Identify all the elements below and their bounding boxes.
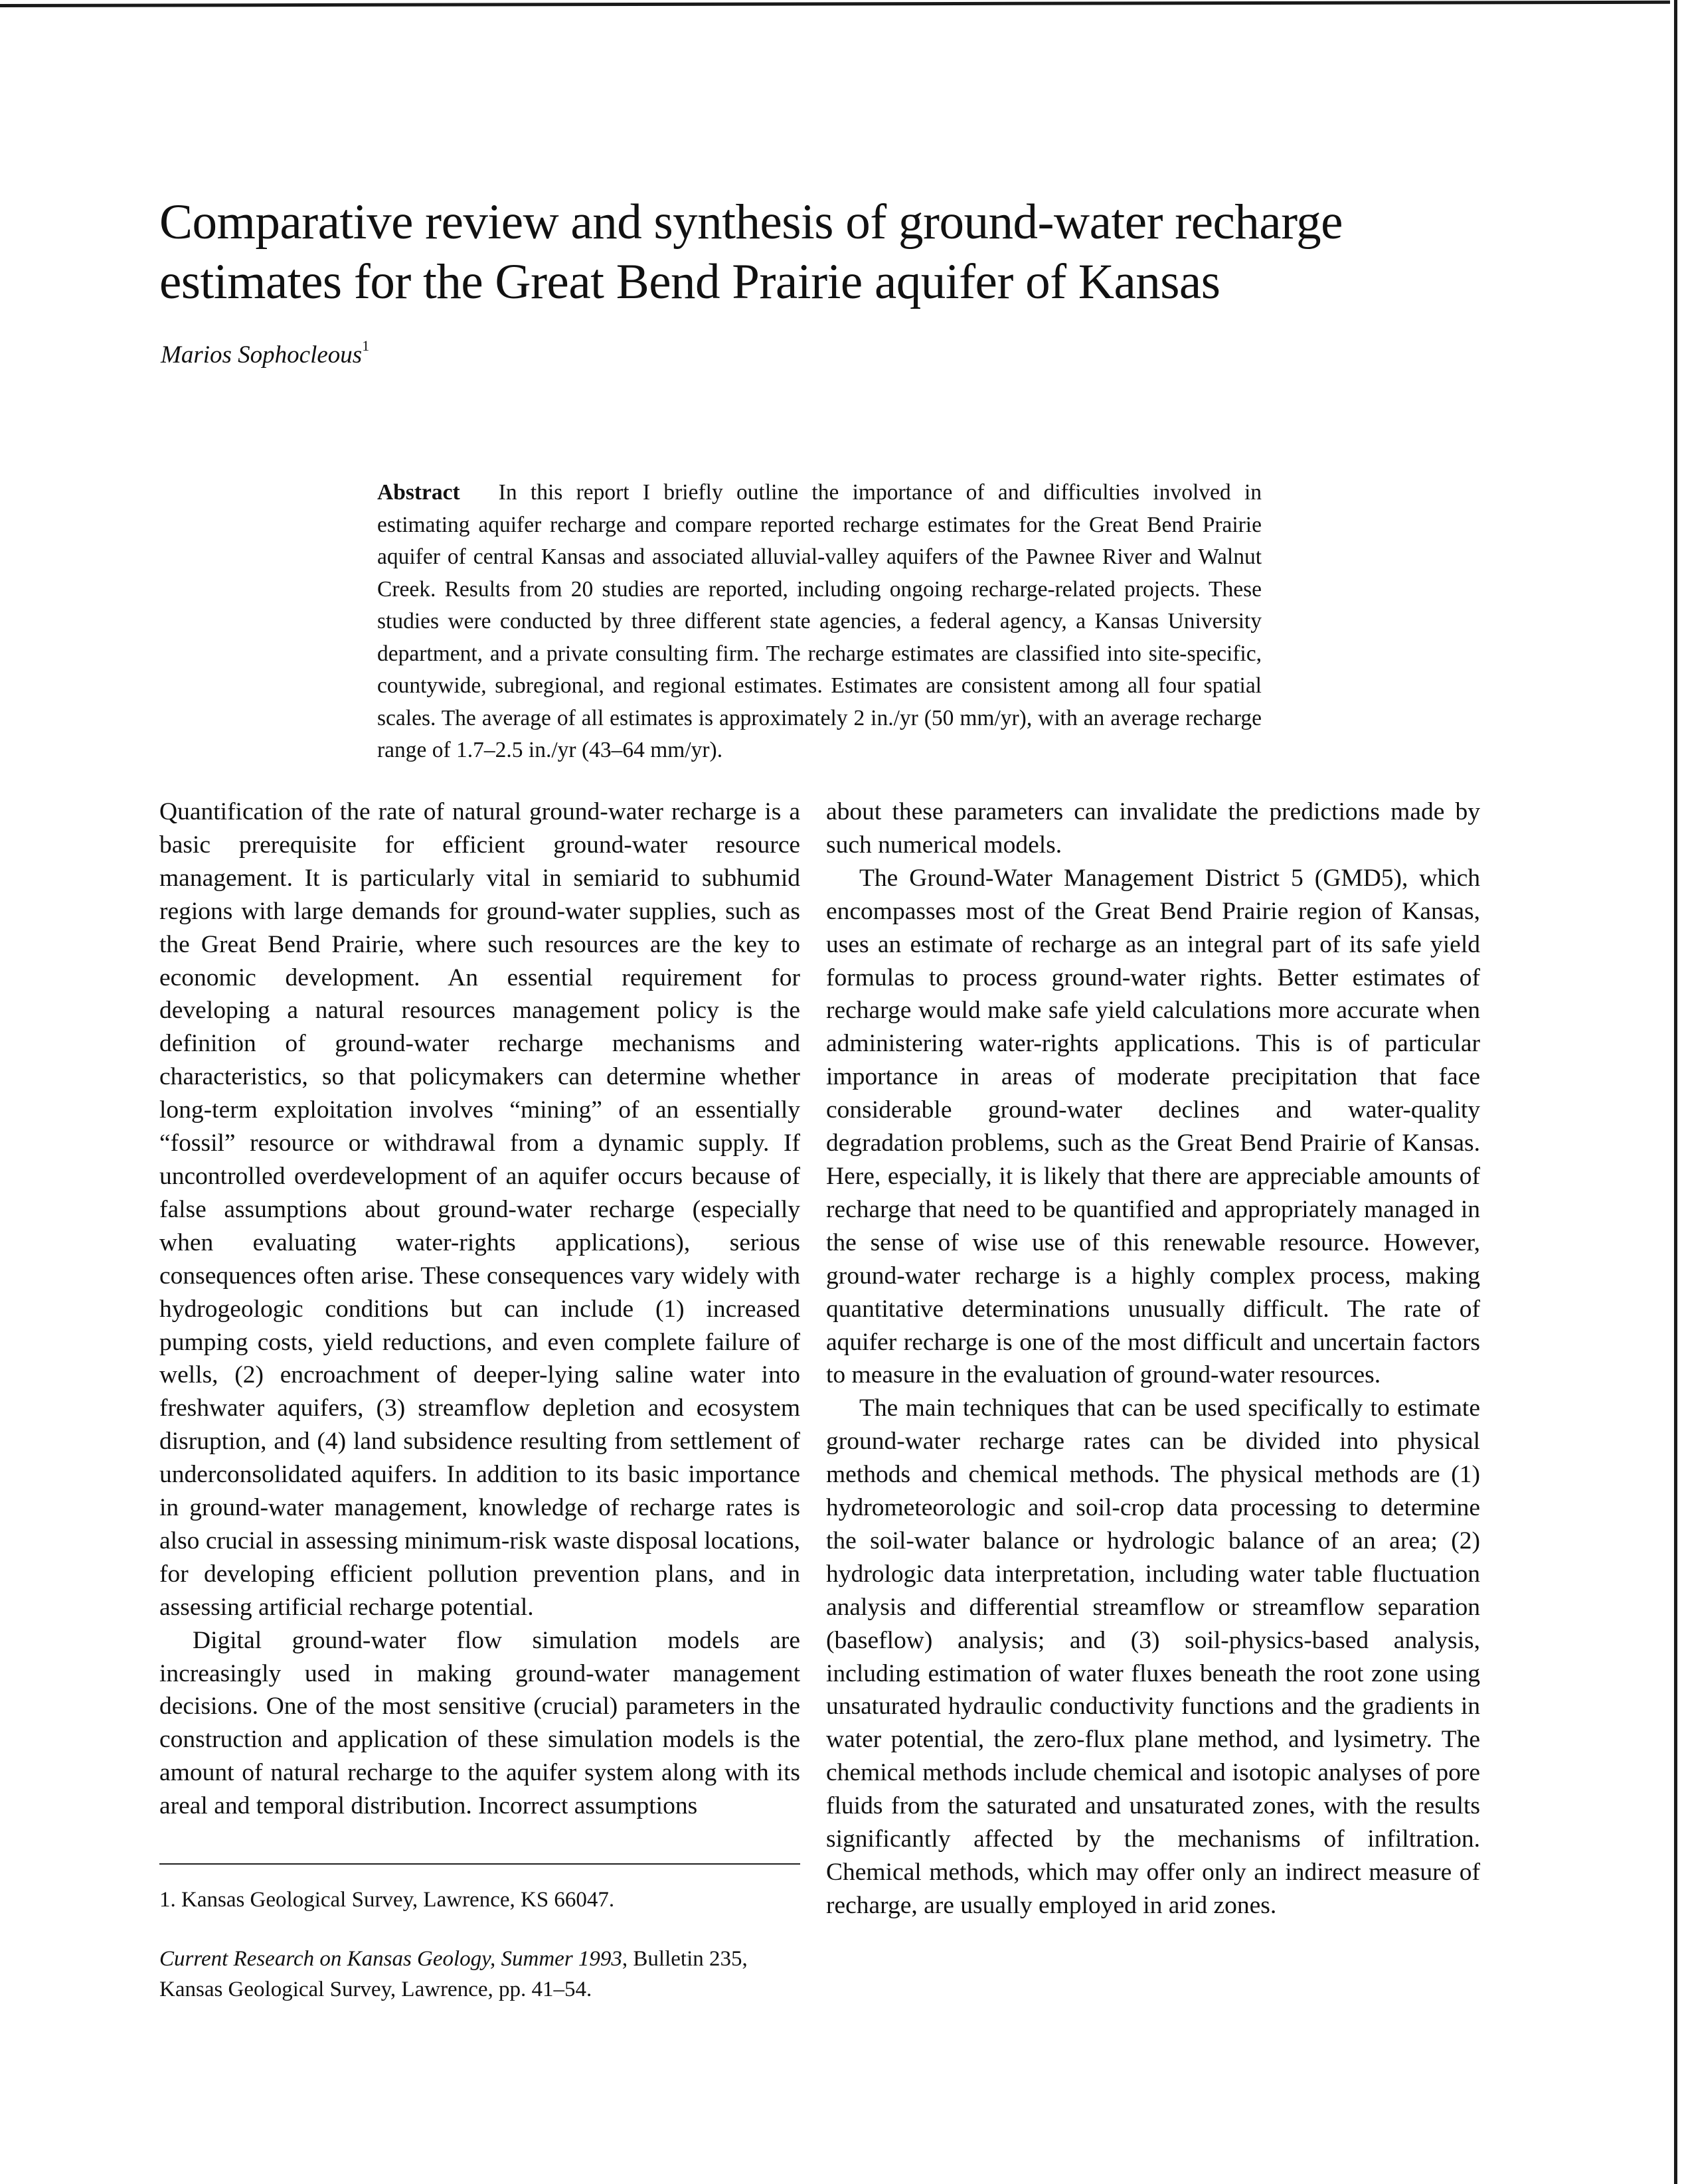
- citation-details: , Bulletin 235, Kansas Geological Survey, Lawrence, pp. 41–54.: [159, 1947, 748, 2001]
- author-footnote-mark: 1: [362, 337, 370, 354]
- paragraph-techniques: The main techniques that can be used specifically to estimate ground-water recharge rates can be divided into physical methods and chemical methods. The physical methods are (1) hydrometeorologic and soil-crop data processing to determine the soil-water balance or hydrologic balance of an area; (2) hydrologic data interpretation, including water table fluctuation analysis and differential streamflow or streamflow separation (baseflow) analysis; and (3) soil-physics-based analysis, including estimation of water fluxes beneath the root zone using unsaturated hydraulic conductivity functions and the gradients in water potential, the zero-flux plane method, and lysimetry. The chemical methods include chemical and isotopic analyses of pore fluids from the saturated and unsaturated zones, with the results significantly affected by the mechanisms of infiltration. Chemical methods, which may offer only an indirect measure of recharge, are usually employed in arid zones.: [826, 1394, 1480, 1919]
- scan-right-edge-line: [1674, 0, 1677, 2184]
- abstract-label: Abstract: [377, 480, 460, 505]
- title-line-1: Comparative review and synthesis of ground-water recharge: [159, 195, 1343, 250]
- citation: [159, 1944, 800, 2005]
- paragraph-intro: Quantification of the rate of natural ground-water recharge is a basic prerequisite for efficient ground-water resource management. It is particularly vital in semiarid to subhumid regions with large demands for ground-water supplies, such as the Great Bend Prairie, where such resources are the key to economic development. An essential requirement for developing a natural resources management policy is the definition of ground-water recharge mechanisms and characteristics, so that policymakers can determine whether long-term exploitation involves “mining” of an essentially “fossil” resource or withdrawal from a dynamic supply. If uncontrolled overdevelopment of an aquifer occurs because of false assumptions about ground-water recharge (especially when evaluating water-rights applications), serious consequences often arise. These consequences vary widely with hydrogeologic conditions but can include (1) increased pumping costs, yield reductions, and even complete failure of wells, (2) encroachment of deeper-lying saline water into freshwater aquifers, (3) streamflow depletion and ecosystem disruption, and (4) land subsidence resulting from settlement of underconsolidated aquifers. In addition to its basic importance in ground-water management, knowledge of recharge rates is also crucial in assessing minimum-risk waste disposal locations, for developing efficient pollution prevention plans, and in assessing artificial recharge potential.: [159, 798, 800, 1621]
- paragraph-gmd5: The Ground-Water Management District 5 (GMD5), which encompasses most of the Great Bend Prairie region of Kansas, uses an estimate of recharge as an integral part of its safe yield formulas to process ground-water rights. Better estimates of recharge would make safe yield calculations more accurate when administering water-rights applications. This is of particular importance in areas of moderate precipitation that face considerable ground-water declines and water-quality degradation problems, such as the Great Bend Prairie of Kansas. Here, especially, it is likely that there are appreciable amounts of recharge that need to be quantified and appropriately managed in the sense of wise use of this renewable resource. However, ground-water recharge is a highly complex process, making quantitative determinations unusually difficult. The rate of aquifer recharge is one of the most difficult and uncertain factors to measure in the evaluation of ground-water resources.: [826, 864, 1480, 1389]
- citation-journal: Current Research on Kansas Geology, Summer 1993: [159, 1947, 622, 1971]
- paper-title: [159, 193, 1487, 312]
- abstract: [377, 477, 1262, 767]
- paragraph-simulation-models: Digital ground-water flow simulation models are increasingly used in making ground-water management decisions. One of the most sensitive (crucial) parameters in the construction and application of these simulation models is the amount of natural recharge to the aquifer system along with its areal and temporal distribution. Incorrect assumptions: [159, 1626, 800, 1820]
- author-byline: [161, 337, 369, 369]
- footnote-affiliation: 1. Kansas Geological Survey, Lawrence, KS 66047.: [159, 1888, 615, 1912]
- paragraph-continuation: about these parameters can invalidate the predictions made by such numerical models.: [826, 798, 1480, 859]
- footnote-divider: [159, 1863, 800, 1865]
- scan-top-edge-line: [0, 1, 1670, 7]
- abstract-text: In this report I briefly outline the importance of and difficulties involved in estimating aquifer recharge and compare reported recharge estimates for the Great Bend Prairie aquifer of central Kansas and associated alluvial-valley aquifers of the Pawnee River and Walnut Creek. Results from 20 studies are reported, including ongoing recharge-related projects. These studies were conducted by three different state agencies, a federal agency, a Kansas University department, and a private consulting firm. The recharge estimates are classified into site-specific, countywide, subregional, and regional estimates. Estimates are consistent among all four spatial scales. The average of all estimates is approximately 2 in./yr (50 mm/yr), with an average recharge range of 1.7–2.5 in./yr (43–64 mm/yr).: [377, 480, 1262, 762]
- body-column-right: [826, 796, 1480, 1922]
- body-column-left: [159, 796, 800, 1823]
- title-line-2: estimates for the Great Bend Prairie aquifer of Kansas: [159, 254, 1220, 309]
- author-name: Marios Sophocleous: [161, 341, 363, 369]
